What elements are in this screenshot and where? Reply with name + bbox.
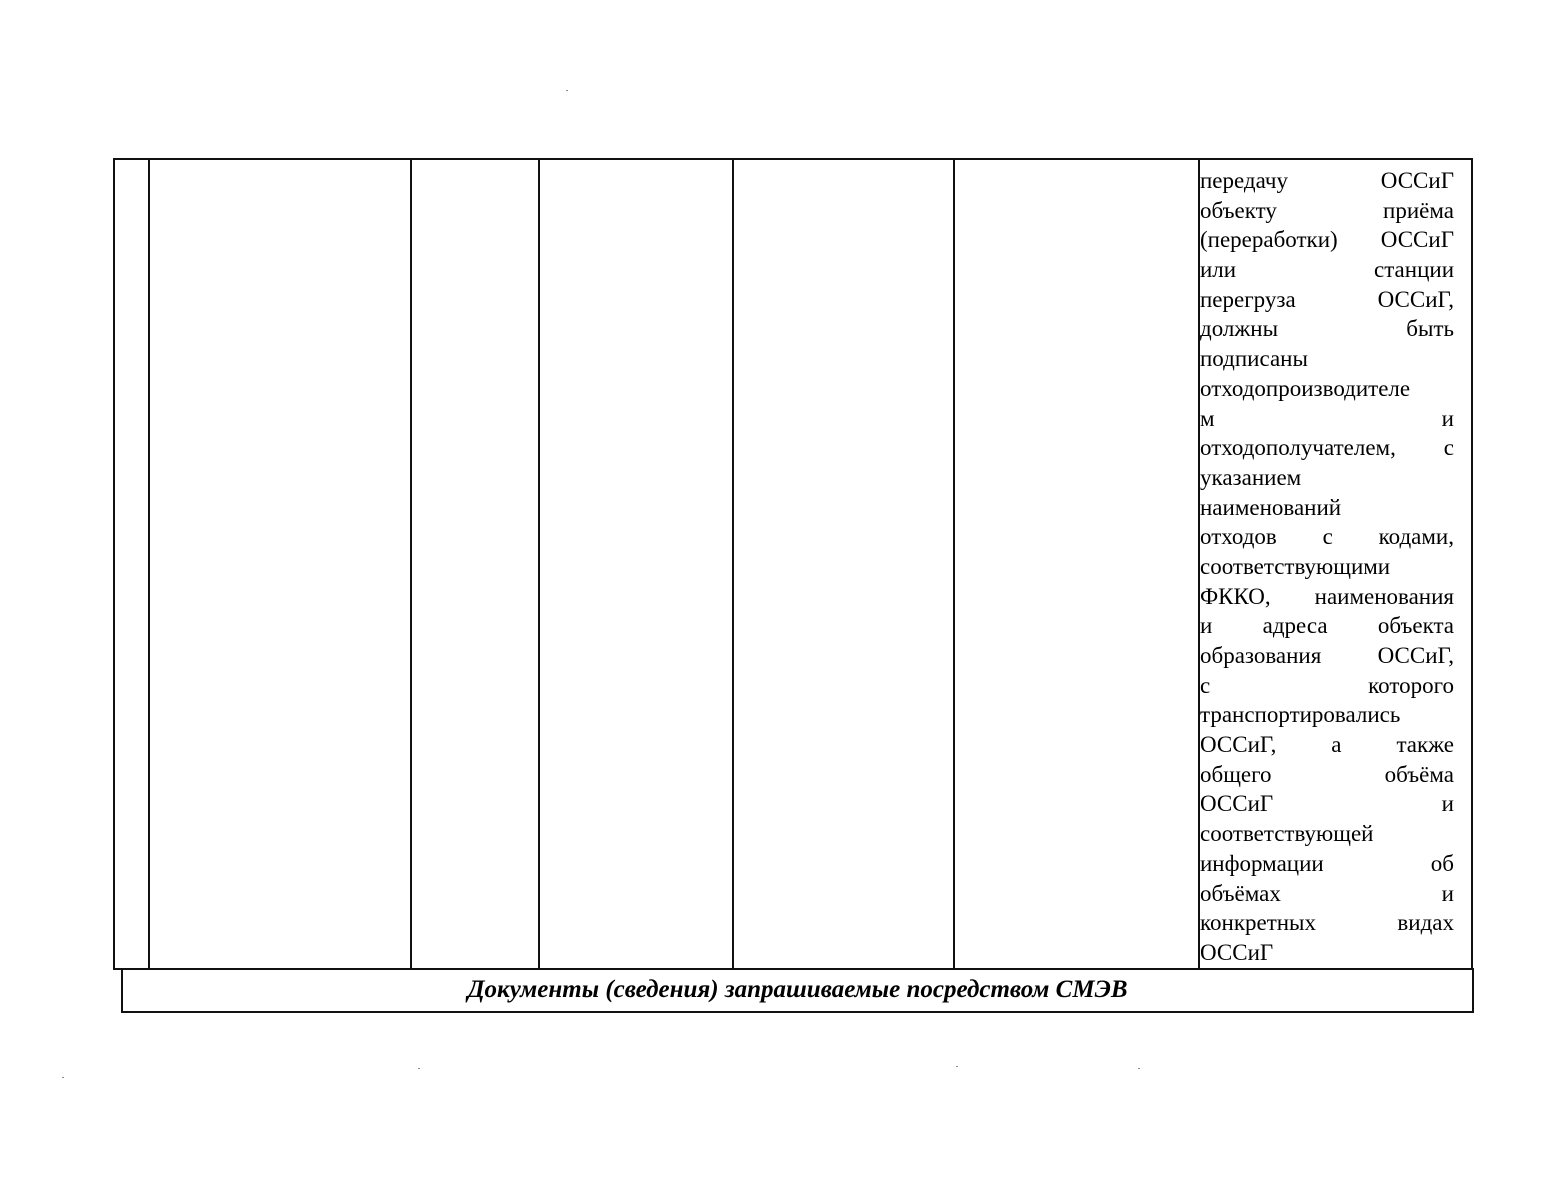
cell-line: с которого xyxy=(1200,672,1454,698)
cell-line: отходов с кодами, xyxy=(1200,524,1454,550)
scan-speck xyxy=(62,1077,64,1078)
column-divider xyxy=(148,160,150,968)
cell-line: соответствующими xyxy=(1200,553,1391,579)
scan-speck xyxy=(566,90,568,91)
cell-line: соответствующей xyxy=(1200,821,1374,847)
cell-line: подписаны xyxy=(1200,346,1308,372)
table-section-header-row xyxy=(121,968,1474,1013)
scan-speck xyxy=(418,1068,420,1069)
cell-line: объёмах и xyxy=(1200,880,1454,906)
cell-line: и адреса объекта xyxy=(1200,613,1454,639)
table-cell-requirements xyxy=(1200,166,1454,968)
cell-line: передачу ОССиГ xyxy=(1200,168,1454,193)
cell-line: должны быть xyxy=(1200,316,1454,342)
cell-line: объекту приёма xyxy=(1200,197,1454,223)
section-title: Документы (сведения) запрашиваемые посредством СМЭВ xyxy=(467,976,1128,1003)
scan-speck xyxy=(956,1066,958,1067)
column-divider xyxy=(410,160,412,968)
scan-speck xyxy=(1138,1068,1140,1069)
cell-line: образования ОССиГ, xyxy=(1200,643,1454,668)
column-divider xyxy=(538,160,540,968)
cell-line: информации об xyxy=(1200,850,1454,876)
cell-line: отходополучателем, с xyxy=(1200,435,1454,461)
column-divider xyxy=(953,160,955,968)
cell-line: конкретных видах xyxy=(1200,910,1454,936)
cell-line: ОССиГ, а также xyxy=(1200,732,1454,758)
cell-line: ФККО, наименования xyxy=(1200,583,1454,609)
cell-line: ОССиГ и xyxy=(1200,791,1454,817)
cell-line: ОССиГ xyxy=(1200,939,1274,965)
cell-line: указанием xyxy=(1200,464,1302,490)
cell-line: отходопроизводителе xyxy=(1200,375,1411,401)
cell-line: м и xyxy=(1200,405,1454,431)
cell-line: наименований xyxy=(1200,494,1342,520)
cell-line: перегруза ОССиГ, xyxy=(1200,286,1454,312)
cell-line: общего объёма xyxy=(1200,761,1454,787)
cell-line: или станции xyxy=(1200,257,1454,283)
column-divider xyxy=(732,160,734,968)
table xyxy=(113,158,1473,970)
cell-line: транспортировались xyxy=(1200,702,1401,728)
cell-line: (переработки) ОССиГ xyxy=(1200,227,1454,253)
